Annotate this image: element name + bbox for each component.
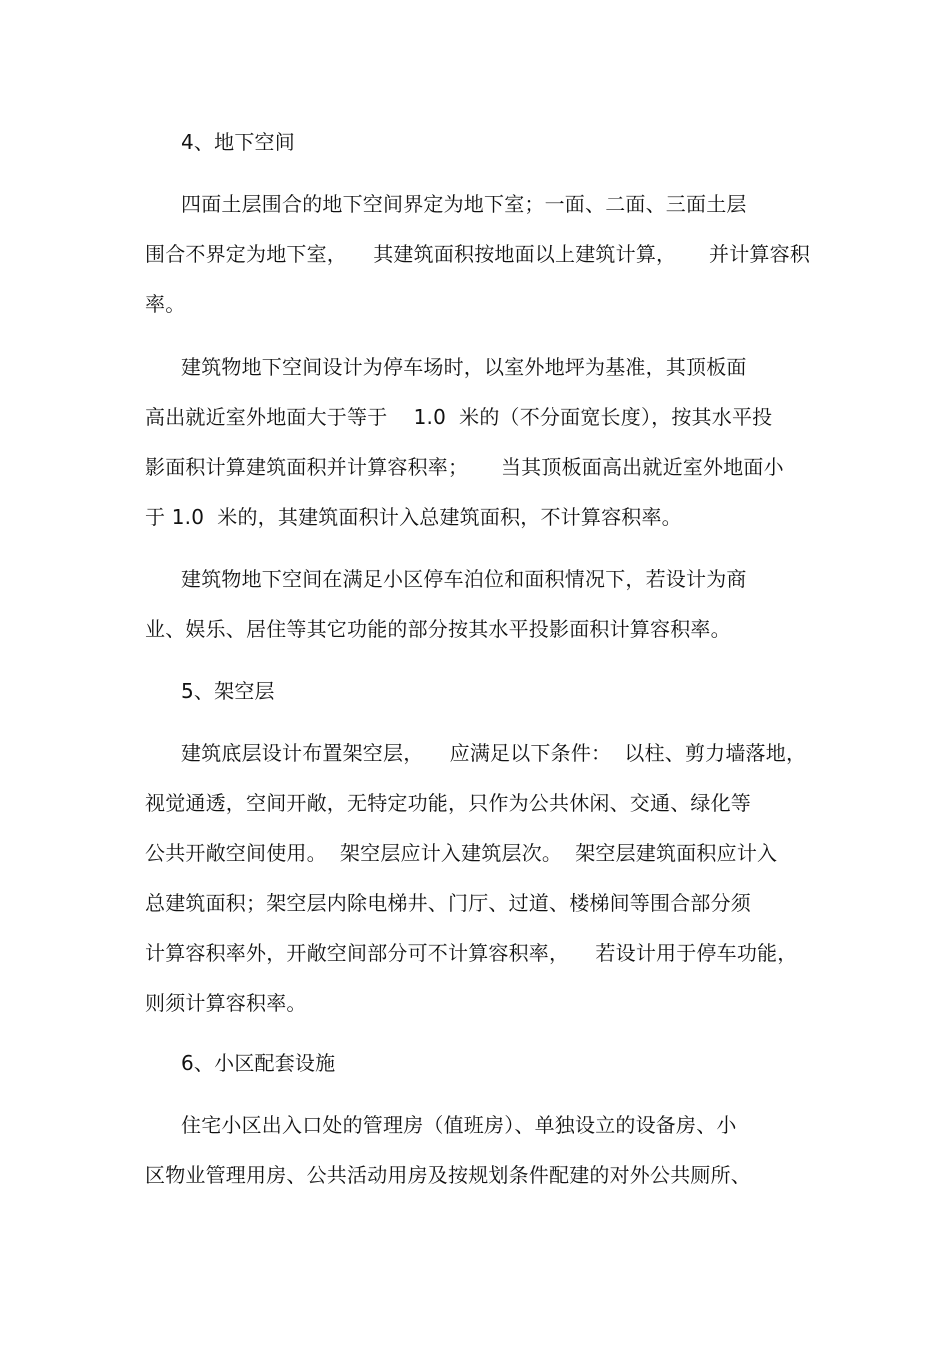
section-heading-underground-space: 4、地下空间 [181, 130, 295, 154]
paragraph-line: 率。 [145, 292, 186, 316]
paragraph-line: 区物业管理用房、公共活动用房及按规划条件配建的对外公共厕所、 [145, 1163, 751, 1187]
paragraph-line: 于 1.0 米的，其建筑面积计入总建筑面积，不计算容积率。 [145, 505, 682, 529]
paragraph-line: 总建筑面积；架空层内除电梯井、门厅、过道、楼梯间等围合部分须 [145, 891, 751, 915]
paragraph-line: 视觉通透，空间开敞，无特定功能，只作为公共休闲、交通、绿化等 [145, 791, 751, 815]
paragraph-line: 围合不界定为地下室， 其建筑面积按地面以上建筑计算， 并计算容积 [145, 242, 811, 266]
paragraph-line: 业、娱乐、居住等其它功能的部分按其水平投影面积计算容积率。 [145, 617, 731, 641]
paragraph-line: 四面土层围合的地下空间界定为地下室；一面、二面、三面土层 [181, 192, 747, 216]
paragraph-line: 住宅小区出入口处的管理房（值班房）、单独设立的设备房、小 [181, 1113, 737, 1137]
paragraph-line: 高出就近室外地面大于等于 1.0 米的（不分面宽长度），按其水平投 [145, 405, 773, 429]
paragraph-line: 则须计算容积率。 [145, 991, 307, 1015]
section-heading-stilt-floor: 5、架空层 [181, 679, 275, 703]
paragraph-line: 建筑物地下空间在满足小区停车泊位和面积情况下，若设计为商 [181, 567, 747, 591]
paragraph-line: 建筑物地下空间设计为停车场时，以室外地坪为基准，其顶板面 [181, 355, 747, 379]
paragraph-line: 影面积计算建筑面积并计算容积率； 当其顶板面高出就近室外地面小 [145, 455, 784, 479]
paragraph-line: 建筑底层设计布置架空层， 应满足以下条件： 以柱、剪力墙落地， [181, 741, 807, 765]
section-heading-community-facilities: 6、小区配套设施 [181, 1051, 336, 1075]
paragraph-line: 计算容积率外，开敞空间部分可不计算容积率， 若设计用于停车功能， [145, 941, 798, 965]
paragraph-line: 公共开敞空间使用。 架空层应计入建筑层次。 架空层建筑面积应计入 [145, 841, 778, 865]
